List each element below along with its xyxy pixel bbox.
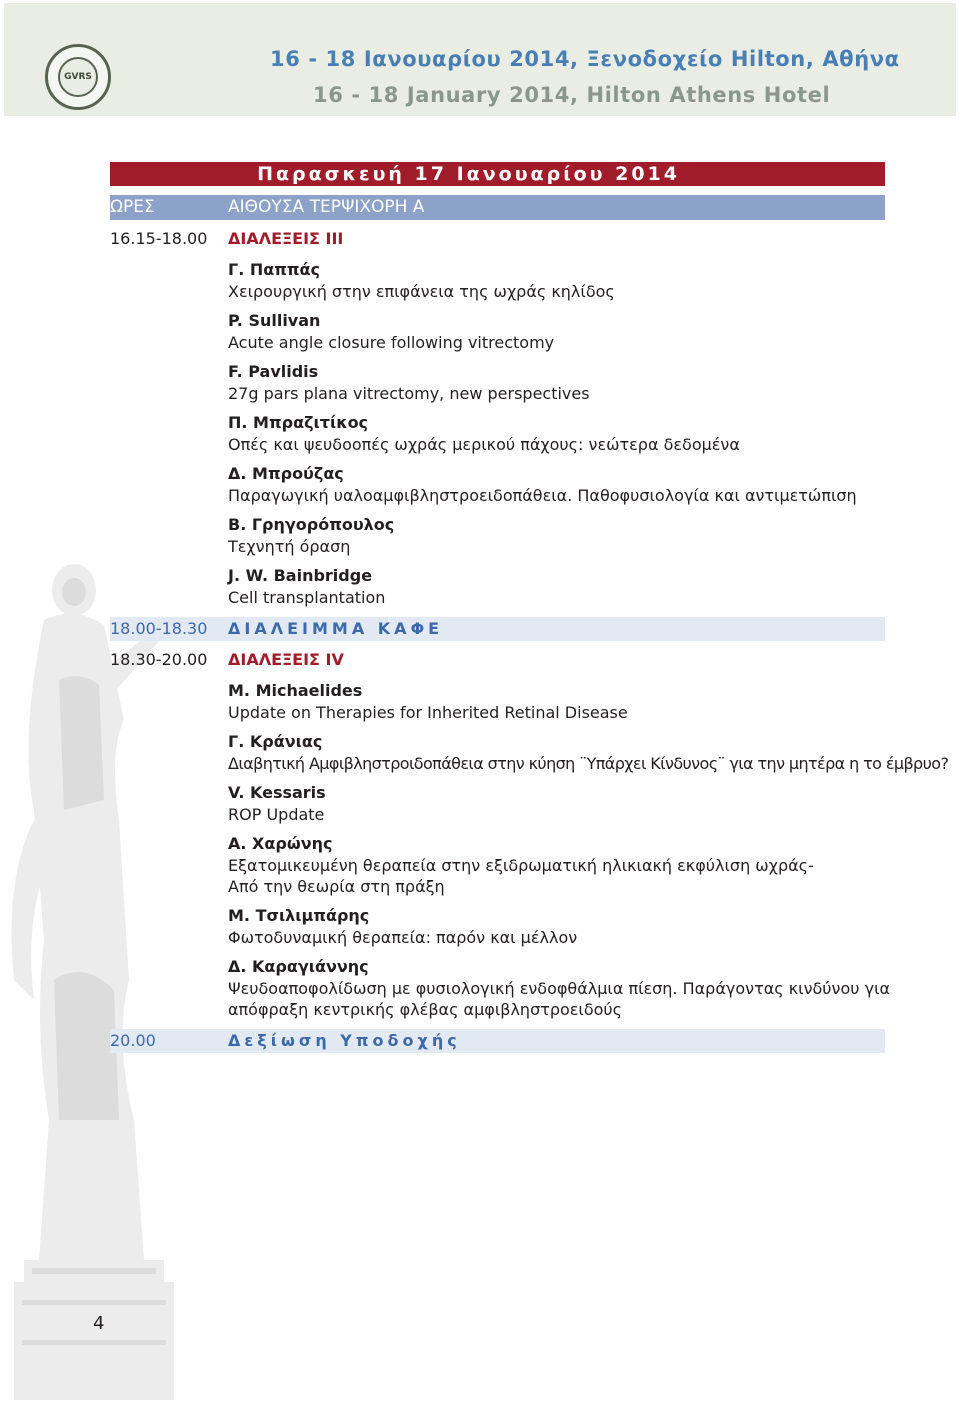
day-title-bar [110,162,885,186]
talk-title: Cell transplantation [228,588,386,607]
talk-title: Παραγωγική υαλοαμφιβληστροειδοπάθεια. Παθοφυσιολογία και αντιμετώπιση [228,486,857,505]
session-time: 18.30-20.00 [110,650,208,669]
speaker-name: P. Sullivan [228,311,321,330]
session-title: ΔΙΑΛΕΞΕΙΣ ΙΙΙ [228,229,344,248]
speaker-name: V. Kessaris [228,783,326,802]
page-number: 4 [93,1313,105,1334]
athena-statue-watermark [4,560,174,1400]
reception-row [110,1029,885,1053]
talk-title: Οπές και ψευδοοπές ωχράς μερικού πάχους: νεώτερα δεδομένα [228,435,740,454]
speaker-name: M. Michaelides [228,681,363,700]
talk-title: Εξατομικευμένη θεραπεία στην εξιδρωματική ηλικιακή εκφύλιση ωχράς- [228,856,814,875]
logo-emblem: GVRS [58,57,98,97]
hall-column-header: ΑΙΘΟΥΣΑ ΤΕΡΨΙΧΟΡΗ Α [228,197,425,217]
speaker-name: Γ. Παππάς [228,260,321,279]
talk-title: Acute angle closure following vitrectomy [228,333,555,352]
speaker-name: Δ. Μπρούζας [228,464,344,483]
speaker-name: Γ. Κράνιας [228,732,323,751]
session-time: 16.15-18.00 [110,229,208,248]
talk-title: Update on Therapies for Inherited Retinal Disease [228,703,628,722]
day-title: Παρασκευή 17 Ιανουαρίου 2014 [257,163,680,185]
session-title: ΔΙΑΛΕΞΕΙΣ ΙV [228,650,344,669]
talk-title: 27g pars plana vitrectomy, new perspectives [228,384,590,403]
table-header-bar [110,195,885,220]
speaker-name: Μ. Τσιλιμπάρης [228,906,370,925]
speaker-name: Δ. Καραγιάννης [228,957,369,976]
conference-header [4,3,956,116]
coffee-break-row [110,617,885,641]
header-greek-line: 16 - 18 Ιανουαρίου 2014, Ξενοδοχείο Hilton, Αθήνα [270,47,900,71]
coffee-break-label: ΔΙΑΛΕΙΜΜΑ ΚΑΦΕ [228,619,444,638]
reception-label: Δεξίωση Υποδοχής [228,1031,461,1050]
talk-title: Διαβητική Αμφιβληστροιδοπάθεια στην κύηση ¨Υπάρχει Κίνδυνος¨ για την μητέρα η το έμβρυο? [228,754,949,773]
coffee-break-time: 18.00-18.30 [110,619,208,638]
talk-title-continued: Από την θεωρία στη πράξη [228,877,445,896]
speaker-name: Α. Χαρώνης [228,834,333,853]
talk-title: Ψευδοαποφολίδωση με φυσιολογική ενδοφθάλμια πίεση. Παράγοντας κινδύνου για [228,979,891,998]
header-english-line: 16 - 18 January 2014, Hilton Athens Hotel [313,83,831,107]
speaker-name: F. Pavlidis [228,362,319,381]
speaker-name: Β. Γρηγορόπουλος [228,515,395,534]
speaker-name: Π. Μπραζιτίκος [228,413,369,432]
talk-title: ROP Update [228,805,325,824]
talk-title-continued: απόφραξη κεντρικής φλέβας αμφιβληστροειδούς [228,1000,623,1019]
reception-time: 20.00 [110,1031,156,1050]
talk-title: Χειρουργική στην επιφάνεια της ωχράς κηλίδος [228,282,615,301]
gvrs-logo [45,44,111,110]
speaker-name: J. W. Bainbridge [228,566,373,585]
hours-column-header: ΩΡΕΣ [110,197,155,217]
talk-title: Τεχνητή όραση [228,537,351,556]
talk-title: Φωτοδυναμική θεραπεία: παρόν και μέλλον [228,928,578,947]
